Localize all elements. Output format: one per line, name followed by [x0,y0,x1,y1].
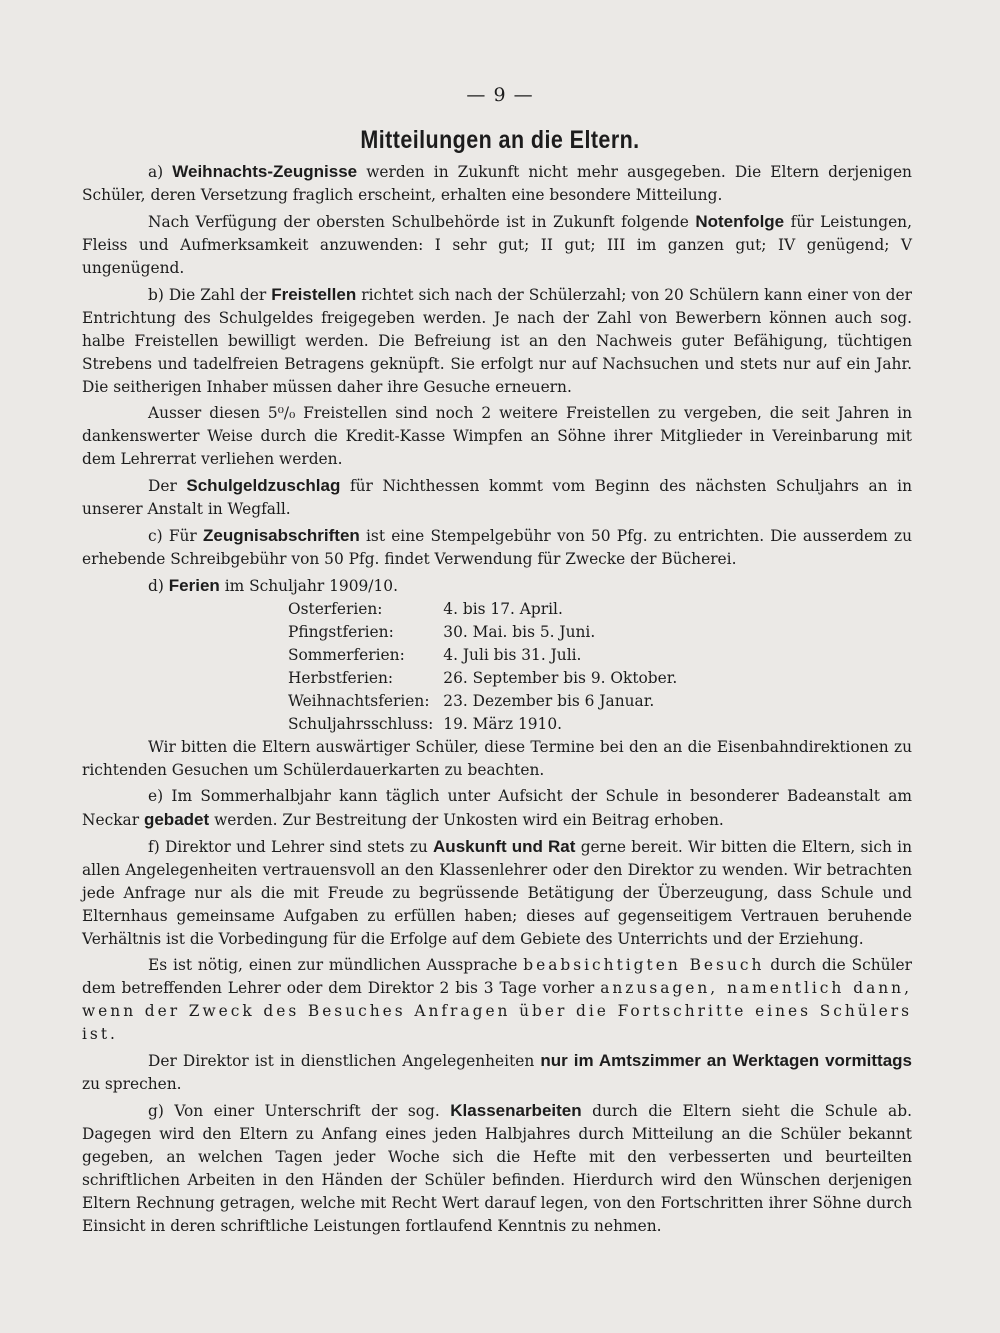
section-c-text: ist eine Stempelgebühr von 50 Pfg. zu entrichten. Die ausserdem zu erhebende Schreibgebühr von 50 Pfg. findet Verwendung für Zwecke der Bücherei. [82,527,912,568]
section-e-text-pre: e) Im Sommerhalbjahr kann täglich unter Aufsicht der Schule in besonderer Badeanstalt am Neckar [82,787,912,829]
amtszimmer-text: zu sprechen. [82,1075,182,1093]
holiday-row [288,690,687,713]
section-d-intro: im Schuljahr 1909/10. [224,577,398,595]
besuch-intro: Es ist nötig, einen zur mündlichen Aussprache [148,956,518,974]
notenfolge-heading: Notenfolge [695,212,785,231]
besuch-spaced-2: anzusagen, namentlich dann, wenn der Zweck des Besuches Anfragen über die Fortschritte eines Schülers ist. [82,979,912,1043]
section-d-label: d) [148,577,164,595]
section-b-paragraph [82,283,912,399]
amtszimmer-paragraph [82,1049,912,1096]
holiday-name: Osterferien: [288,600,383,618]
section-g-paragraph [82,1099,912,1238]
holiday-row [288,713,687,736]
section-g-heading: Klassenarbeiten [450,1101,582,1120]
holiday-dates: 23. Dezember bis 6 Januar. [443,692,655,710]
holiday-name: Weihnachtsferien: [288,692,430,710]
section-a-paragraph [82,160,912,207]
holiday-name: Herbstferien: [288,669,394,687]
page-number: — 9 — [466,84,534,106]
holiday-dates: 19. März 1910. [443,715,563,733]
document-body [82,160,912,1241]
notenfolge-intro: Nach Verfügung der obersten Schulbehörde ist in Zukunft folgende [148,213,689,231]
besuch-middle: durch die Schüler dem betreffenden Lehrer oder dem Direktor 2 bis 3 Tage vorher [82,956,912,997]
section-e-text-post: werden. Zur Bestreitung der Unkosten wird ein Beitrag erhoben. [214,811,724,829]
holiday-name: Sommerferien: [288,646,405,664]
holiday-row [288,644,687,667]
holiday-dates: 26. September bis 9. Oktober. [443,669,678,687]
section-g-text-post: durch die Eltern sieht die Schule ab. Dagegen wird den Eltern zu Anfang eines jeden Halbjahres durch Mitteilung an die Schüler bekannt gegeben, an welchen Tagen jeder Woche sich die Hefte mit den verbesserten und beurteilten schriftlichen Arbeiten in den Händen der Schüler befinden. Hierdurch wird den Wünschen derjenigen Eltern Rechnung getragen, welche mit Recht Wert darauf legen, von den Fortschritten ihrer Söhne durch Einsicht in deren schriftliche Leistungen fortlaufend Kenntnis zu nehmen. [82,1102,912,1235]
section-b-label: b) Die Zahl der [148,286,267,304]
besuch-spaced-1: beabsichtigten Besuch [523,956,765,974]
section-c-label: c) Für [148,527,197,545]
schulgeldzuschlag-text: für Nichthessen kommt vom Beginn des nächsten Schuljahrs an in unserer Anstalt in Wegfall. [82,477,912,518]
holiday-dates: 4. bis 17. April. [443,600,563,618]
holiday-dates: 30. Mai. bis 5. Juni. [443,623,596,641]
section-c-heading: Zeugnisabschriften [202,526,360,545]
section-b-heading: Freistellen [271,285,357,304]
amtszimmer-heading: nur im Amtszimmer an Werktagen vormittags [540,1051,913,1070]
holiday-dates: 4. Juli bis 31. Juli. [443,646,582,664]
amtszimmer-intro: Der Direktor ist in dienstlichen Angelegenheiten [148,1052,535,1070]
section-a-text: werden in Zukunft nicht mehr ausgegeben. Die Eltern derjenigen Schüler, deren Versetzung fraglich erscheint, erhalten eine besondere Mitteilung. [82,163,912,204]
schulgeldzuschlag-paragraph [82,474,912,521]
section-f-text-post: gerne bereit. Wir bitten die Eltern, sich in allen Angelegenheiten vertrauensvoll an den Klassenlehrer oder den Direktor zu wenden. Wir betrachten jede Anfrage nur als die mit Freude zu begrüssende Betätigung der Überzeugung, dass Schule und Elternhaus gemeinsame Aufgaben zu erfüllen haben; dieses auf gegenseitigem Vertrauen beruhende Verhältnis ist die Vorbedingung für die Erfolge auf dem Gebiete des Unterrichts und der Erziehung. [82,838,912,948]
section-f-paragraph [82,835,912,951]
holiday-name: Schuljahrsschluss: [288,715,434,733]
holiday-name: Pfingstferien: [288,623,394,641]
section-e-paragraph [82,785,912,832]
section-a-heading: Weihnachts-Zeugnisse [172,162,358,181]
section-d-heading: Ferien [168,576,220,595]
holiday-table [288,598,687,736]
ferien-note-paragraph: Wir bitten die Eltern auswärtiger Schüler, diese Termine bei den an die Eisenbahndirektionen zu richtenden Gesuchen um Schülerdauerkarten zu beachten. [82,738,912,779]
section-d-paragraph [82,574,912,598]
notenfolge-paragraph [82,210,912,280]
section-e-heading: gebadet [143,810,210,829]
notenfolge-text: für Leistungen, Fleiss und Aufmerksamkeit anzuwenden: I sehr gut; II gut; III im ganzen gut; IV genügend; V ungenügend. [82,213,912,277]
section-a-label: a) [148,163,164,181]
schulgeldzuschlag-intro: Der [148,477,177,495]
section-f-text-pre: f) Direktor und Lehrer sind stets zu [148,838,428,856]
freistellen-extra-paragraph: Ausser diesen 5⁰/₀ Freistellen sind noch 2 weitere Freistellen zu vergeben, die seit Jahren in dankenswerter Weise durch die Kredit-Kasse Wimpfen an Söhne ihrer Mitglieder in Vereinbarung mit dem Lehrerrat verliehen werden. [82,404,912,468]
page-title: Mitteilungen an die Eltern. [360,126,640,154]
besuch-paragraph [82,954,912,1046]
section-g-text-pre: g) Von einer Unterschrift der sog. [148,1102,440,1120]
section-c-paragraph [82,524,912,571]
holiday-row [288,667,687,690]
holiday-row [288,598,687,621]
section-f-heading: Auskunft und Rat [433,837,576,856]
holiday-row [288,621,687,644]
schulgeldzuschlag-heading: Schulgeldzuschlag [186,476,341,495]
section-b-text: richtet sich nach der Schülerzahl; von 20 Schülern kann einer von der Entrichtung des Schulgeldes freigegeben werden. Je nach der Zahl von Bewerbern können auch sog. halbe Freistellen bewilligt werden. Die Befreiung ist an den Nachweis guter Befähigung, tüchtigen Strebens und tadelfreien Betragens geknüpft. Sie erfolgt nur auf Nachsuchen und stets nur auf ein Jahr. Die seitherigen Inhaber müssen daher ihre Gesuche erneuern. [82,286,912,396]
